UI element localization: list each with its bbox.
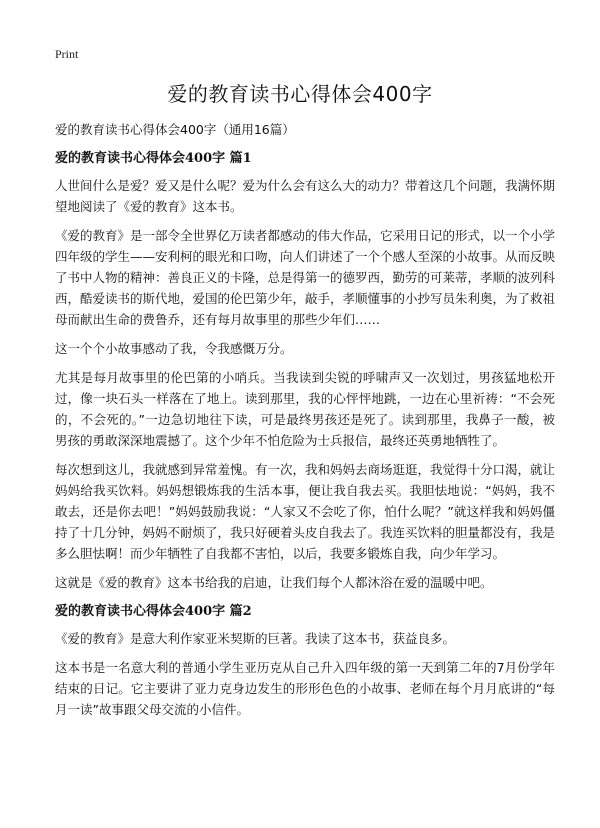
paragraph: 这本书是一名意大利的普通小学生亚历克从自己升入四年级的第一天到第二年的7月份学年结束的日记。它主要讲了亚力克身边发生的形形色色的小故事、老师在每个月月底讲的“每月一读”故事跟父母交流的小信件。 [55,660,555,717]
paragraph: 这就是《爱的教育》这本书给我的启迪，让我们每个人都沐浴在爱的温暖中吧。 [55,575,493,590]
section-heading: 爱的教育读书心得体会400字 篇2 [55,604,252,619]
paragraph: 每次想到这儿，我就感到异常羞愧。有一次，我和妈妈去商场逛逛，我觉得十分口渴，就让妈妈给我买饮料。妈妈想锻炼我的生活本事，便让我自我去买。我胆怯地说：“妈妈，我不敢去，还是你去吧！”妈妈鼓励我说：“人家又不会吃了你，怕什么呢？”就这样我和妈妈僵持了十几分钟，妈妈不耐烦了，我只好硬着头皮自我去了。我连买饮料的胆量都没有，我是多么胆怯啊！而少年牺牲了自我都不害怕，以后，我要多锻炼自我，向少年学习。 [55,462,556,561]
section-1 [55,148,555,593]
paragraph: 人世间什么是爱？爱又是什么呢？爱为什么会有这么大的动力？带着这几个问题，我满怀期望地阅读了《爱的教育》这本书。 [55,178,556,214]
document-subtitle: 爱的教育读书心得体会400字（通用16篇） [55,122,295,137]
paragraph: 这一个个小故事感动了我，令我感慨万分。 [55,341,293,356]
paragraph: 《爱的教育》是意大利作家亚米契斯的巨著。我读了这本书，获益良多。 [55,631,456,646]
document-title: 爱的教育读书心得体会400字 [167,82,433,106]
section-2 [55,601,555,720]
paragraph: 《爱的教育》是一部令全世界亿万读者都感动的伟大作品，它采用日记的形式，以一个小学四年级的学生——安利柯的眼光和口吻，向人们讲述了一个个感人至深的小故事。从而反映了书中人物的精神：善良正义的卡隆，总是得第一的德罗西，勤劳的可莱蒂，孝顺的波列科西，酷爱读书的斯代地，爱国的伦巴第少年，敲手，孝顺懂事的小抄写员朱利奥，为了救祖母而献出生命的费鲁乔，还有每月故事里的那些少年们…… [55,228,556,327]
paragraph: 尤其是每月故事里的伦巴第的小哨兵。当我读到尖锐的呼啸声又一次划过，男孩猛地松开过，像一块石头一样落在了地上。读到那里，我的心怦怦地跳，一边在心里祈祷：“不会死的，不会死的。”一边急切地往下读，可是最终男孩还是死了。读到那里，我鼻子一酸，被男孩的勇敢深深地震撼了。这个少年不怕危险为士兵报信，最终还英勇地牺牲了。 [55,370,555,448]
print-link[interactable]: Print [55,47,79,61]
document-body [55,119,555,728]
section-heading: 爱的教育读书心得体会400字 篇1 [55,151,252,166]
